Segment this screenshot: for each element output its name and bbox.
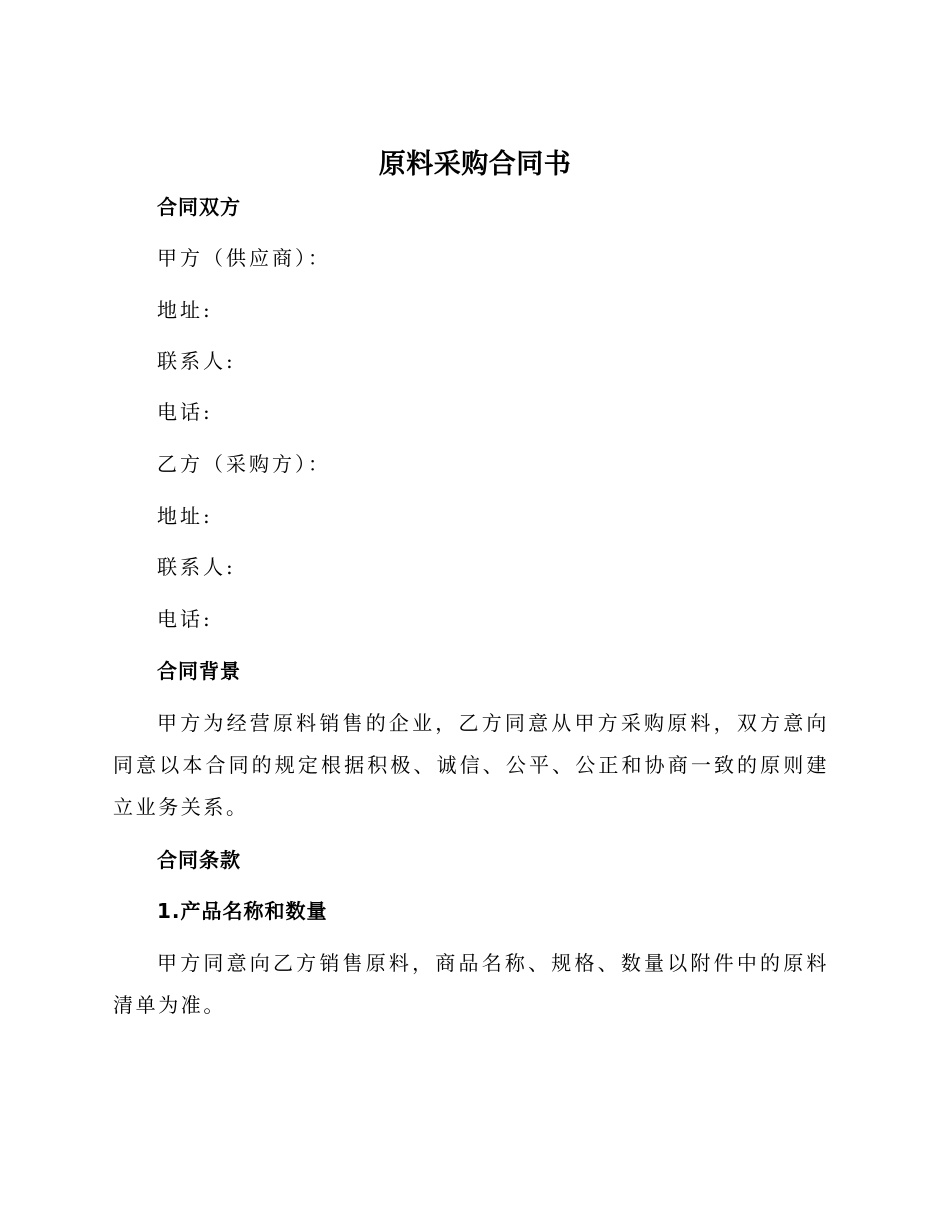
party-a-address: 地址:: [157, 298, 213, 322]
clause-paragraph-product: 甲方同意向乙方销售原料，商品名称、规格、数量以附件中的原料清单为准。: [113, 951, 829, 1017]
party-a-contact: 联系人:: [157, 349, 236, 373]
party-b-address: 地址:: [157, 504, 213, 528]
party-a-label: 甲方（供应商）：: [157, 246, 331, 270]
party-a-phone: 电话:: [157, 400, 213, 424]
section-heading-terms: 合同条款: [157, 848, 241, 872]
background-paragraph: 甲方为经营原料销售的企业，乙方同意从甲方采购原料，双方意向同意以本合同的规定根据积极、诚信、公平、公正和协商一致的原则建立业务关系。: [113, 711, 829, 819]
party-b-phone: 电话:: [157, 607, 213, 631]
section-heading-parties: 合同双方: [157, 195, 241, 219]
party-b-label: 乙方（采购方）：: [157, 452, 331, 476]
party-b-contact: 联系人:: [157, 555, 236, 579]
document-title: 原料采购合同书: [378, 149, 572, 180]
clause-heading-product: 1.产品名称和数量: [157, 899, 328, 923]
section-heading-background: 合同背景: [157, 659, 241, 683]
